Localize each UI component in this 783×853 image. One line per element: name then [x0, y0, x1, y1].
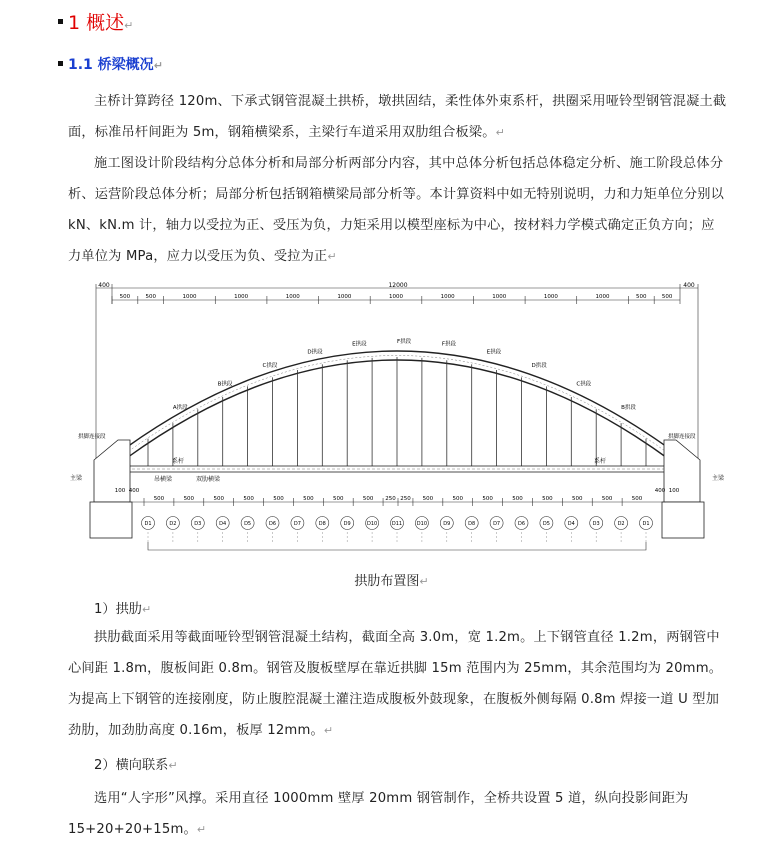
- arch-segment-label: B拱段: [217, 381, 233, 388]
- bottom-dim-label: 500: [542, 496, 553, 502]
- paragraph-2: 施工图设计阶段结构分总体分析和局部分析两部分内容，其中总体分析包括总体稳定分析、施工阶段总体分析、运营阶段总体分析；局部分析包括钢箱横梁局部分析等。本计算资料中如无特别说明，力和力矩单位分别以 kN、kN.m 计，轴力以受拉为正、受压为负，力矩采用以模型座标为中心，按材料力学模式确定正负方向；应力单位为 MPa，应力以受压为负、受拉为正↵: [68, 156, 724, 264]
- arch-segment-label: F拱段: [441, 341, 457, 348]
- bottom-dim-label: 500: [332, 496, 344, 502]
- arch-segment-label: E拱段: [486, 349, 502, 356]
- tie-left-label: 系杆: [172, 458, 185, 465]
- heading-1: 1 概述↵: [58, 8, 133, 35]
- left-small-dim: 100: [114, 488, 126, 494]
- bottom-dim-label: 500: [482, 496, 493, 502]
- hanger-number-label: D3: [592, 521, 600, 527]
- subsection-arch-rib: 1）拱肋↵: [94, 602, 152, 617]
- top-dim-label: 1000: [389, 294, 403, 300]
- hanger-number-label: D1: [642, 521, 650, 527]
- arch-segment-label: C拱段: [576, 381, 592, 388]
- figure-caption: 拱肋布置图↵: [354, 574, 429, 589]
- arch-segment-label: D拱段: [531, 362, 547, 369]
- right-end-dimension-label: 400: [683, 282, 695, 289]
- hanger-number-label: D1: [144, 521, 152, 527]
- main-beam-right-label: 主梁: [712, 475, 725, 482]
- bottom-dim-label: 250: [400, 496, 411, 502]
- hanger-number-label: D9: [443, 521, 451, 527]
- hanger-number-label: D4: [567, 521, 575, 527]
- paragraph-1: 主桥计算跨径 120m、下承式钢管混凝土拱桥，墩拱固结，柔性体外束系杆，拱圈采用哑铃型钢管混凝土截面，标准吊杆间距为 5m，钢箱横梁系，主梁行车道采用双肋组合板梁。↵: [68, 94, 727, 140]
- hanger-number-label: D8: [318, 521, 326, 527]
- hanger-bracket: [148, 542, 646, 550]
- top-dim-label: 500: [119, 294, 131, 300]
- hanger-number-label: D5: [542, 521, 550, 527]
- tie-right-label: 系杆: [594, 458, 607, 465]
- hanger-number-label: D7: [293, 521, 301, 527]
- hanger-number-label: D6: [268, 521, 277, 527]
- main-beam-left-label: 主梁: [70, 475, 83, 482]
- arch-segment-label: B拱段: [621, 405, 636, 412]
- subsection-lateral-bracing: 2）横向联系↵: [94, 758, 178, 773]
- top-dim-label: 1000: [234, 294, 249, 300]
- bottom-dim-label: 500: [273, 496, 284, 502]
- top-dim-label: 1000: [182, 294, 197, 300]
- bottom-dim-label: 500: [303, 496, 314, 502]
- total-dimension-label: 12000: [388, 282, 408, 289]
- arch-segment-label: A拱段: [172, 405, 188, 412]
- bullet-marker: [58, 61, 63, 66]
- hanger-number-label: D9: [343, 521, 351, 527]
- top-dim-label: 500: [661, 294, 673, 300]
- right-small-dim: 400: [654, 488, 666, 494]
- hanger-number-label: D7: [493, 521, 501, 527]
- arch-segment-label: D拱段: [307, 349, 323, 356]
- bottom-dim-label: 500: [153, 496, 165, 502]
- hanger-number-label: D11: [391, 521, 403, 527]
- top-dim-label: 500: [145, 294, 156, 300]
- bottom-dim-label: 500: [512, 496, 523, 502]
- bullet-marker: [58, 19, 63, 24]
- bottom-dim-label: 500: [631, 496, 643, 502]
- cross-beam-label: 双肋横梁: [196, 476, 221, 483]
- left-end-dimension-label: 400: [98, 282, 110, 289]
- arch-segment-label: 拱脚连接段: [668, 434, 696, 440]
- right-small-dim: 100: [668, 488, 680, 494]
- bottom-dim-label: 500: [362, 496, 374, 502]
- top-dim-label: 1000: [492, 294, 507, 300]
- heading-2: 1.1 桥梁概况↵: [58, 54, 163, 74]
- arch-rib-layout-figure: [68, 280, 728, 556]
- bottom-dim-label: 500: [572, 496, 583, 502]
- hanger-number-label: D6: [517, 521, 526, 527]
- bottom-dim-label: 500: [601, 496, 613, 502]
- left-small-dim: 400: [128, 488, 140, 494]
- hanger-number-label: D10: [366, 521, 378, 527]
- top-dim-label: 1000: [440, 294, 455, 300]
- top-dim-label: 1000: [337, 294, 352, 300]
- bottom-dim-label: 250: [385, 496, 396, 502]
- arch-segment-label: C拱段: [262, 362, 278, 369]
- bottom-dim-label: 500: [243, 496, 254, 502]
- hanger-number-label: D2: [169, 521, 177, 527]
- hanger-number-label: D2: [617, 521, 625, 527]
- hanger-number-label: D3: [194, 521, 202, 527]
- top-dim-label: 1000: [285, 294, 300, 300]
- hanger-number-label: D8: [468, 521, 476, 527]
- left-pier: [90, 440, 132, 538]
- bottom-dim-label: 500: [183, 496, 195, 502]
- top-dim-label: 1000: [543, 294, 558, 300]
- bottom-dim-label: 500: [452, 496, 464, 502]
- hanger-number-label: D5: [244, 521, 252, 527]
- arch-segment-label: 拱脚连接段: [78, 434, 106, 440]
- hanger-number-label: D4: [219, 521, 227, 527]
- hanger-number-label: D10: [416, 521, 428, 527]
- arch-segment-label: F拱段: [397, 339, 412, 345]
- top-dim-label: 1000: [595, 294, 610, 300]
- top-dim-label: 500: [636, 294, 647, 300]
- arch-segment-label: E拱段: [352, 341, 367, 348]
- end-beam-label: 吊横梁: [154, 476, 173, 483]
- paragraph-3: 拱肋截面采用等截面哑铃型钢管混凝土结构，截面全高 3.0m，宽 1.2m。上下钢管直径 1.2m，两钢管中心间距 1.8m，腹板间距 0.8m。钢管及腹板壁厚在靠近拱脚 15m 范围内为 25mm，其余范围均为 20mm。为提高上下钢管的连接刚度，防止腹腔混凝土灌注造成腹板外鼓现象，在腹板外侧每隔 0.8m 焊接一道 U 型加劲肋，加劲肋高度 0.16m，板厚 12mm。↵: [68, 630, 723, 738]
- bottom-dim-label: 500: [422, 496, 434, 502]
- arch-rib-drawing: [68, 280, 728, 556]
- paragraph-4: 选用“人字形”风撑。采用直径 1000mm 壁厚 20mm 钢管制作，全桥共设置 5 道，纵向投影间距为 15+20+20+15m。↵: [68, 791, 689, 837]
- bottom-dim-label: 500: [213, 496, 224, 502]
